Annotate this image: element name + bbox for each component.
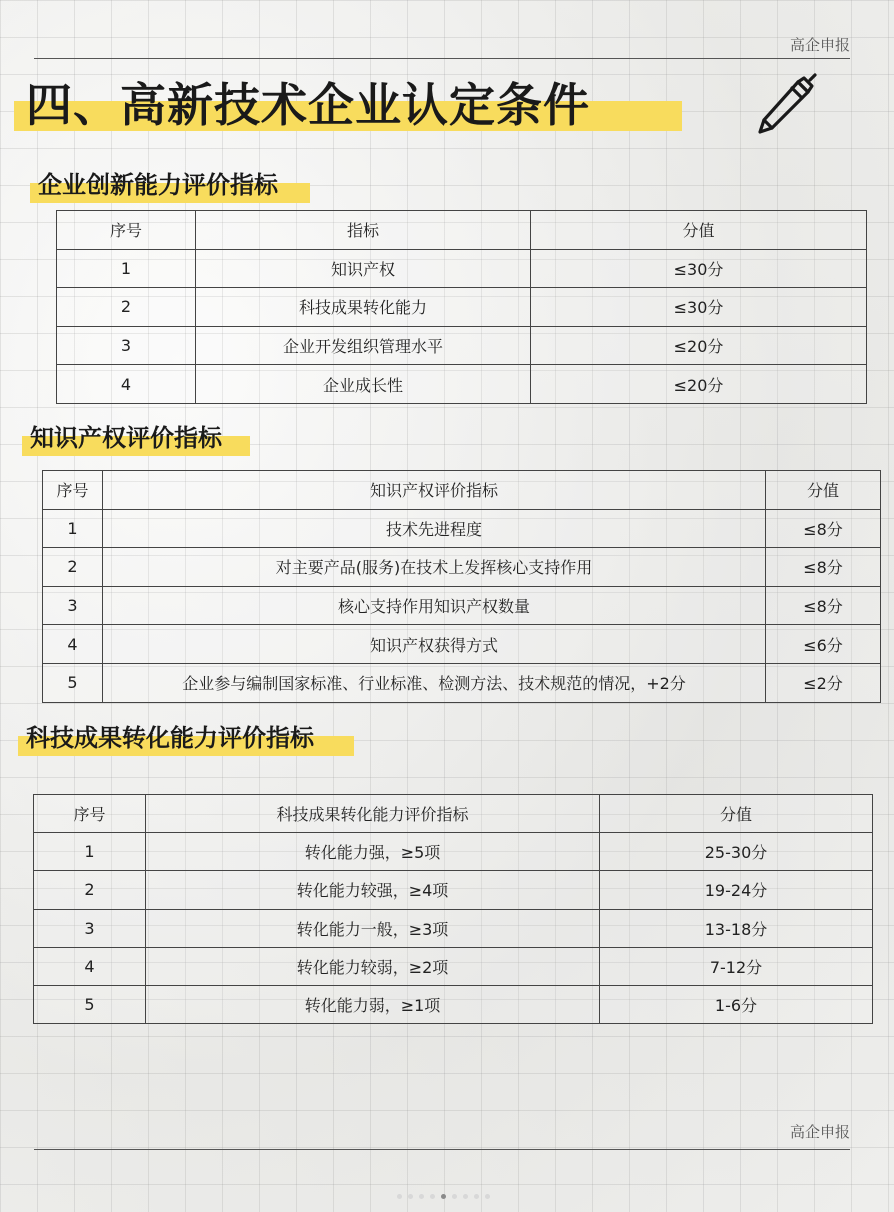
header-cell: 科技成果转化能力评价指标 (146, 795, 600, 833)
table-row (43, 548, 881, 587)
cell-index: 1 (43, 509, 103, 548)
table-row (57, 365, 867, 404)
header-cell: 序号 (43, 471, 103, 510)
pagination-dot[interactable] (485, 1194, 490, 1199)
pagination-dots[interactable] (397, 1194, 490, 1199)
section-title-text: 科技成果转化能力评价指标 (26, 724, 314, 752)
cell-index: 3 (43, 586, 103, 625)
ip-table (42, 470, 881, 703)
cell-index: 1 (34, 833, 146, 871)
pagination-dot[interactable] (452, 1194, 457, 1199)
cell-indicator: 转化能力强，≥5项 (146, 833, 600, 871)
table-header-row (43, 471, 881, 510)
cell-indicator: 转化能力一般，≥3项 (146, 909, 600, 947)
header-cell: 分值 (531, 211, 867, 250)
cell-indicator: 企业开发组织管理水平 (196, 326, 531, 365)
header-cell: 序号 (34, 795, 146, 833)
table-row (34, 985, 873, 1023)
innovation-table (56, 210, 867, 404)
table-row (43, 586, 881, 625)
pagination-dot[interactable] (408, 1194, 413, 1199)
top-divider (34, 58, 850, 59)
cell-index: 5 (34, 985, 146, 1023)
table-row (34, 909, 873, 947)
table-row (43, 509, 881, 548)
cell-score: ≤2分 (766, 663, 881, 702)
section-title-ip (22, 420, 222, 456)
cell-indicator: 转化能力弱，≥1项 (146, 985, 600, 1023)
section-title-innovation (30, 167, 278, 203)
page-title (14, 75, 590, 135)
cell-score: 7-12分 (600, 947, 873, 985)
header-cell: 分值 (600, 795, 873, 833)
pagination-dot[interactable] (430, 1194, 435, 1199)
cell-score: ≤30分 (531, 249, 867, 288)
cell-indicator: 转化能力较弱，≥2项 (146, 947, 600, 985)
cell-indicator: 企业参与编制国家标准、行业标准、检测方法、技术规范的情况，+2分 (103, 663, 766, 702)
pagination-dot[interactable] (397, 1194, 402, 1199)
table-row (34, 833, 873, 871)
cell-index: 4 (57, 365, 196, 404)
cell-score: 1-6分 (600, 985, 873, 1023)
section-title-text: 知识产权评价指标 (30, 424, 222, 452)
pen-icon (748, 70, 818, 140)
table-row (43, 625, 881, 664)
pagination-dot[interactable] (474, 1194, 479, 1199)
header-cell: 知识产权评价指标 (103, 471, 766, 510)
cell-score: ≤6分 (766, 625, 881, 664)
section-title-conversion (18, 720, 314, 756)
header-cell: 分值 (766, 471, 881, 510)
cell-score: 19-24分 (600, 871, 873, 909)
pagination-dot[interactable] (441, 1194, 446, 1199)
page-title-text: 四、高新技术企业认定条件 (26, 78, 590, 132)
cell-indicator: 知识产权获得方式 (103, 625, 766, 664)
cell-index: 4 (43, 625, 103, 664)
cell-index: 3 (34, 909, 146, 947)
cell-indicator: 企业成长性 (196, 365, 531, 404)
section-title-text: 企业创新能力评价指标 (38, 171, 278, 199)
table-header-row (34, 795, 873, 833)
table-row (57, 249, 867, 288)
cell-indicator: 转化能力较强，≥4项 (146, 871, 600, 909)
cell-index: 4 (34, 947, 146, 985)
cell-index: 2 (43, 548, 103, 587)
cell-indicator: 知识产权 (196, 249, 531, 288)
bottom-divider (34, 1149, 850, 1150)
brand-label-footer: 高企申报 (789, 1123, 850, 1141)
table-row (43, 663, 881, 702)
cell-indicator: 科技成果转化能力 (196, 288, 531, 327)
cell-score: ≤30分 (531, 288, 867, 327)
cell-score: ≤20分 (531, 326, 867, 365)
conversion-table (33, 794, 873, 1024)
cell-index: 2 (57, 288, 196, 327)
brand-label: 高企申报 (789, 36, 850, 54)
cell-index: 2 (34, 871, 146, 909)
table-header-row (57, 211, 867, 250)
table-row (34, 947, 873, 985)
header-cell: 序号 (57, 211, 196, 250)
cell-score: 13-18分 (600, 909, 873, 947)
cell-score: ≤8分 (766, 509, 881, 548)
table-row (57, 326, 867, 365)
table-row (57, 288, 867, 327)
cell-score: ≤8分 (766, 586, 881, 625)
cell-index: 1 (57, 249, 196, 288)
cell-score: ≤20分 (531, 365, 867, 404)
cell-score: ≤8分 (766, 548, 881, 587)
pagination-dot[interactable] (419, 1194, 424, 1199)
table-row (34, 871, 873, 909)
cell-indicator: 技术先进程度 (103, 509, 766, 548)
cell-indicator: 对主要产品(服务)在技术上发挥核心支持作用 (103, 548, 766, 587)
cell-score: 25-30分 (600, 833, 873, 871)
cell-index: 5 (43, 663, 103, 702)
pagination-dot[interactable] (463, 1194, 468, 1199)
header-cell: 指标 (196, 211, 531, 250)
cell-indicator: 核心支持作用知识产权数量 (103, 586, 766, 625)
cell-index: 3 (57, 326, 196, 365)
